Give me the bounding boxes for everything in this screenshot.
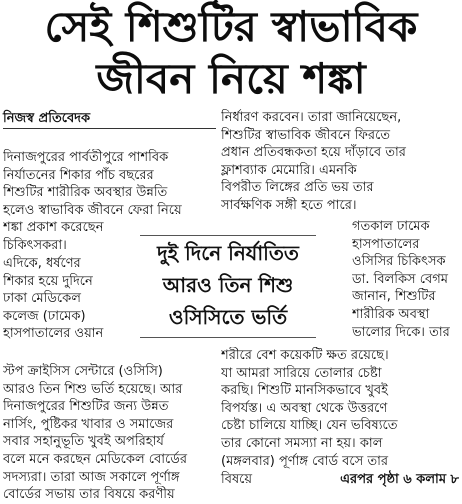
text-line: চিকিৎসকরা। — [3, 237, 67, 253]
text-line: শিশুটির স্বাভাবিক জীবনে ফিরতে — [221, 127, 391, 143]
text-line: গতকাল ঢামেক — [352, 219, 430, 234]
text-line: শঙ্কা প্রকাশ করেছেন — [3, 220, 104, 236]
text-line: যা আমরা সারিয়ে তোলার চেষ্টা — [221, 365, 382, 381]
byline: নিজস্ব প্রতিবেদক — [3, 111, 91, 126]
text-line: নির্ধারণ করবেন। তারা জানিয়েছেন, — [221, 110, 402, 125]
text-line: দিনাজপুরের শিশুটির জন্য উন্নত — [3, 399, 169, 415]
text-line: শিশুটির শারীরিক অবস্থার উন্নতি — [3, 185, 168, 201]
text-line: বিপরীত লিঙ্গের প্রতি ভয় তার — [221, 180, 374, 196]
text-line: স্টপ ক্রাইসিস সেন্টারে (ওসিসি) — [3, 364, 163, 379]
text-line: দিনাজপুরের পার্বতীপুরে পাশবিক — [3, 150, 169, 165]
text-line: হাসপাতালের ওয়ান — [3, 326, 104, 342]
text-line: শরীরে বেশ কয়েকটি ক্ষত রয়েছে। — [221, 348, 389, 363]
text-line: আরও তিন শিশু ভর্তি হয়েছে। আর — [3, 381, 183, 397]
pull-quote-line-2: আরও তিন শিশু — [162, 273, 294, 297]
left-column-middle — [3, 255, 105, 343]
text-line: হাসপাতালের — [352, 236, 420, 252]
right-column-top — [221, 109, 459, 215]
byline-divider — [3, 128, 216, 129]
text-line: ওসিসির চিকিৎসক — [352, 254, 446, 270]
text-line: ঢাকা মেডিকেল — [3, 291, 81, 307]
headline-line-1: সেই শিশুটির স্বাভাবিক — [44, 2, 418, 51]
text-line: সদস্যরা। তারা আজ সকালে পূর্ণাঙ্গ — [3, 469, 180, 485]
text-line: ফ্লাশব্যাক মেমোরি। এমনকি — [221, 162, 357, 178]
text-line: বলে মনে করছেন মেডিকেল বোর্ডের — [3, 451, 187, 467]
last-line-text: বিষয়ে — [221, 472, 253, 487]
pull-quote-line-3: ওসিসিতে ভর্তি — [168, 305, 288, 329]
pull-quote-top-rule — [140, 235, 316, 236]
last-line — [221, 471, 459, 489]
text-line: শারীরিক অবস্থা — [352, 306, 430, 322]
text-line: নার্সিং, পুষ্টিকর খাবার ও সমাজের — [3, 416, 174, 432]
text-line: শিকার হয়ে দুদিনে — [3, 273, 93, 289]
text-line: সার্বক্ষণিক সঙ্গী হতে পারে। — [221, 197, 357, 213]
text-line: জানান, শিশুটির — [352, 289, 436, 305]
pull-quote-line-1: দুই দিনে নির্যাতিত — [157, 241, 299, 265]
headline-line-2: জীবন নিয়ে শঙ্কা — [96, 54, 366, 103]
text-line: নির্যাতনের শিকার পাঁচ বছরের — [3, 167, 154, 183]
text-line: চেষ্টা চালিয়ে যাচ্ছি। যেন ভবিষ্যতে — [221, 418, 398, 434]
text-line: করছি। শিশুটি মানসিকভাবে খুবই — [221, 383, 388, 399]
text-line: সবার সহানুভূতি খুবই অপরিহার্য — [3, 434, 164, 450]
text-line: কলেজ (ঢামেক) — [3, 308, 86, 324]
text-line: ডা. বিলকিস বেগম — [352, 271, 449, 287]
text-line: তার কোনো সমস্যা না হয়। কাল — [221, 435, 383, 451]
continuation-note: এরপর পৃষ্ঠা ৬ কলাম ৮ — [340, 472, 459, 487]
right-column-middle — [352, 218, 459, 341]
text-line: এদিকে, ধর্ষণের — [3, 256, 81, 271]
text-line: (মঙ্গলবার) পূর্ণাঙ্গ বোর্ড বসে তার — [221, 453, 389, 469]
text-line: হলেও স্বাভাবিক জীবনে ফেরা নিয়ে — [3, 202, 182, 218]
right-column-bottom — [221, 347, 459, 470]
text-line: ভালোর দিকে। তার — [352, 324, 450, 340]
text-line: প্রধান প্রতিবন্ধকতা হয়ে দাঁড়াবে তার — [221, 145, 406, 161]
text-line: বোর্ডের সভায় তার বিষয়ে করণীয় — [3, 487, 175, 503]
pull-quote-bottom-rule — [140, 337, 316, 338]
text-line: বিপর্যস্ত। এ অবস্থা থেকে উত্তরণে — [221, 400, 388, 416]
left-column-bottom — [3, 363, 216, 504]
pull-quote — [108, 233, 348, 343]
